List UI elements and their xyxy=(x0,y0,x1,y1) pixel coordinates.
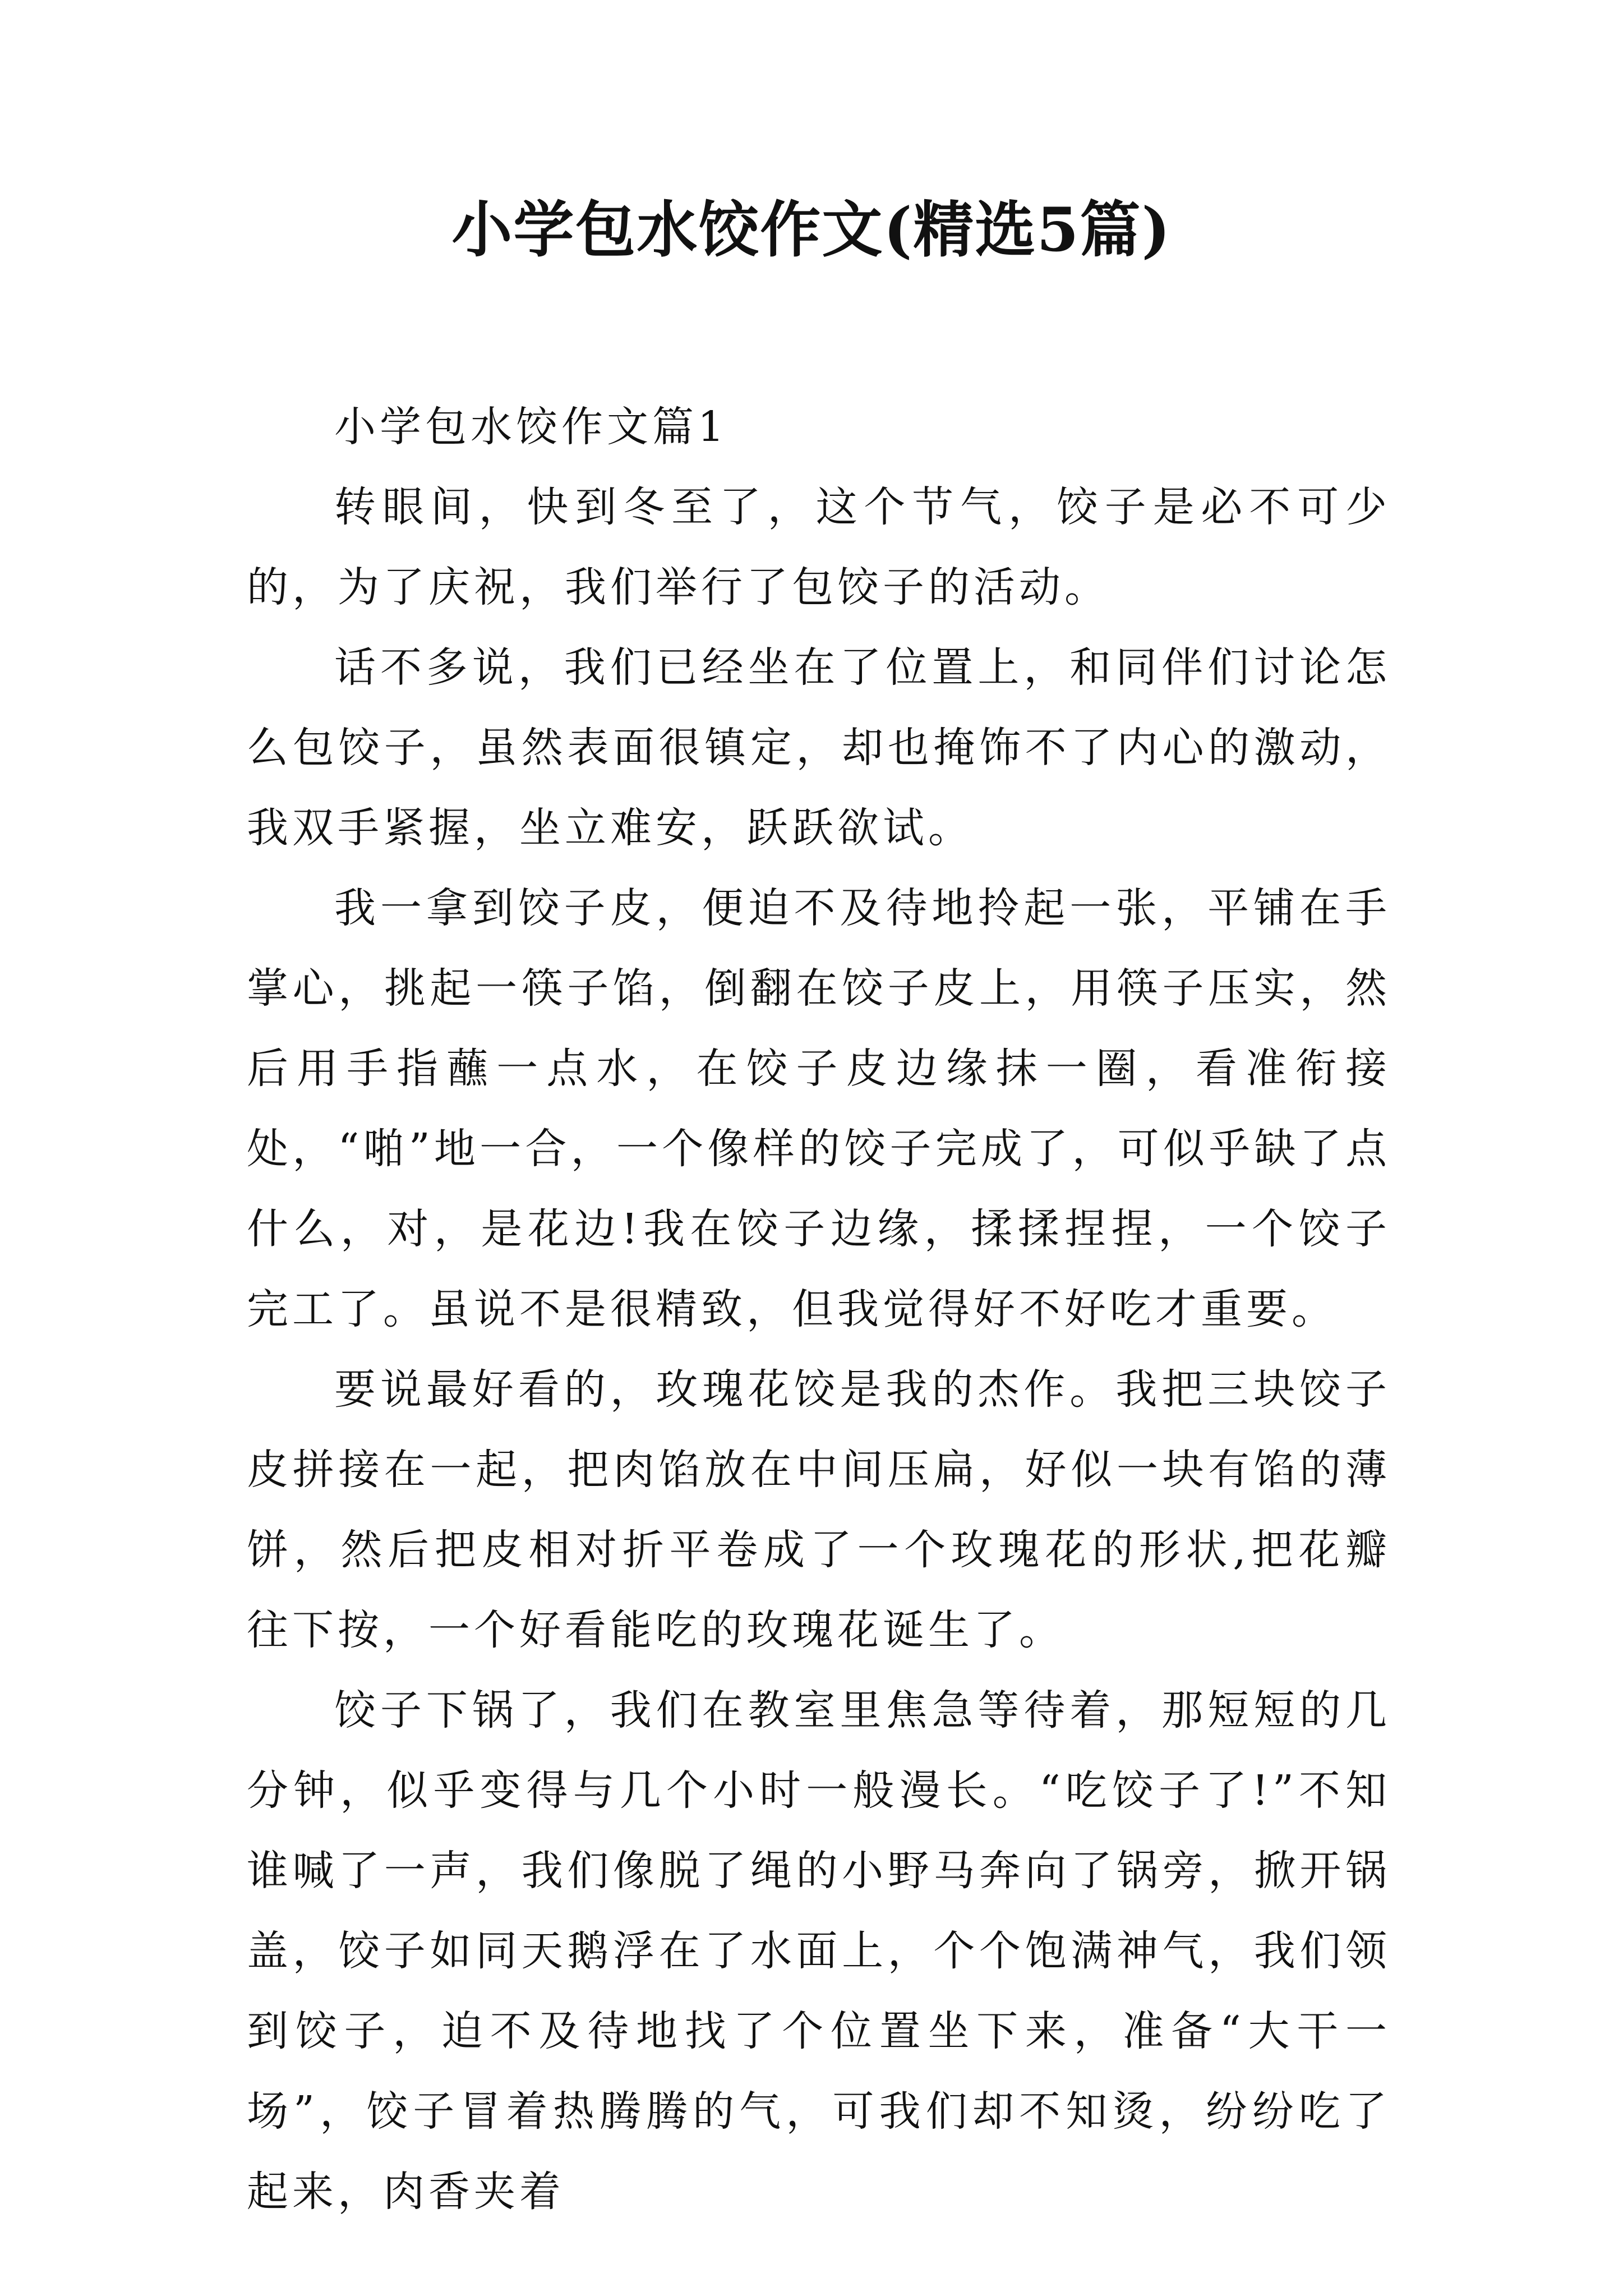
paragraph: 要说最好看的，玫瑰花饺是我的杰作。我把三块饺子皮拼接在一起，把肉馅放在中间压扁，好似一块有馅的薄饼，然后把皮相对折平卷成了一个玫瑰花的形状,把花瓣往下按，一个好看能吃的玫瑰花诞生了。 xyxy=(247,1365,1391,1654)
paragraph: 转眼间，快到冬至了，这个节气，饺子是必不可少的，为了庆祝，我们举行了包饺子的活动。 xyxy=(247,483,1391,611)
document-body xyxy=(247,387,1391,2232)
paragraph: 话不多说，我们已经坐在了位置上，和同伴们讨论怎么包饺子，虽然表面很镇定，却也掩饰不了内心的激动，我双手紧握，坐立难安，跃跃欲试。 xyxy=(247,643,1391,852)
paragraph: 我一拿到饺子皮，便迫不及待地拎起一张，平铺在手掌心，挑起一筷子馅，倒翻在饺子皮上，用筷子压实，然后用手指蘸一点水，在饺子皮边缘抹一圈，看准衔接处，“啪”地一合，一个像样的饺子完成了，可似乎缺了点什么，对，是花边!我在饺子边缘，揉揉捏捏，一个饺子完工了。虽说不是很精致，但我觉得好不好吃才重要。 xyxy=(247,884,1391,1333)
section-heading: 小学包水饺作文篇1 xyxy=(334,403,728,451)
document-title: 小学包水饺作文(精选5篇) xyxy=(451,195,1172,265)
paragraph: 饺子下锅了，我们在教室里焦急等待着，那短短的几分钟，似乎变得与几个小时一般漫长。“吃饺子了!”不知谁喊了一声，我们像脱了绳的小野马奔向了锅旁，掀开锅盖，饺子如同天鹅浮在了水面上，个个饱满神气，我们领到饺子，迫不及待地找了个位置坐下来，准备“大干一场”，饺子冒着热腾腾的气，可我们却不知烫，纷纷吃了起来，肉香夹着 xyxy=(247,1686,1391,2216)
